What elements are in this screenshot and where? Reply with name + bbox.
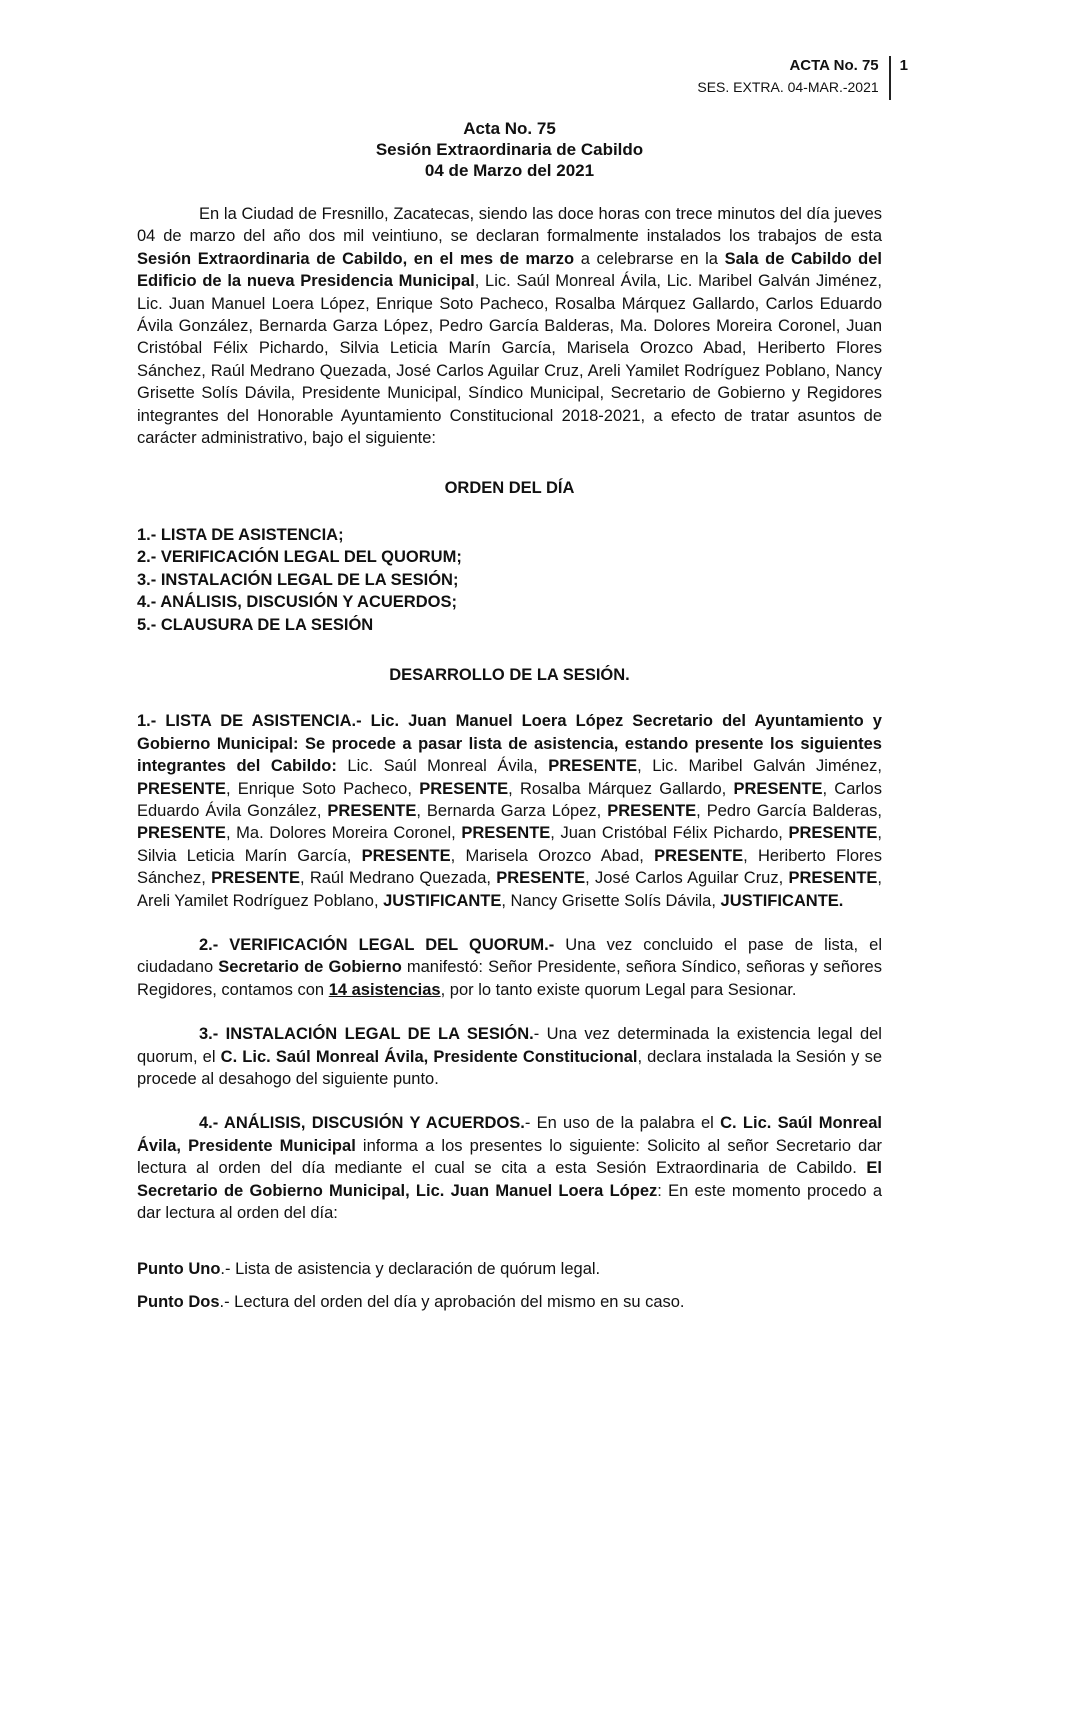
orden-del-dia-heading: ORDEN DEL DÍA <box>444 479 575 498</box>
header-labels <box>697 56 878 100</box>
lista-asistencia-paragraph-segment: PRESENTE <box>654 846 744 865</box>
lista-asistencia-paragraph-segment: , José Carlos Aguilar Cruz, <box>585 869 789 888</box>
instalacion-paragraph-segment: - Una vez determinada la existencia legal del quorum, el <box>137 1025 882 1066</box>
orden-list-item: 5.- CLAUSURA DE LA SESIÓN <box>137 615 374 634</box>
lista-asistencia-paragraph-segment: PRESENTE <box>548 757 638 776</box>
lista-asistencia-paragraph-segment: , Areli Yamilet Rodríguez Poblano, <box>137 869 882 910</box>
orden-list-item: 1.- LISTA DE ASISTENCIA; <box>137 525 344 544</box>
analisis-paragraph-segment: : En este momento procedo a dar lectura al orden del día: <box>137 1181 882 1223</box>
punto-uno-paragraph-segment: .- Lista de asistencia y declaración de quórum legal. <box>220 1260 601 1279</box>
lista-asistencia-paragraph-segment: , Pedro García Balderas, <box>696 801 882 820</box>
analisis-paragraph-segment: C. Lic. Saúl Monreal Ávila, Presidente Municipal <box>137 1114 882 1155</box>
lista-asistencia-paragraph-segment: PRESENTE <box>607 801 697 820</box>
title-line-date: 04 de Marzo del 2021 <box>424 161 595 180</box>
header-divider <box>889 56 891 100</box>
lista-asistencia-paragraph-segment: PRESENTE <box>461 824 551 843</box>
punto-dos-paragraph-segment: .- Lectura del orden del día y aprobación del mismo en su caso. <box>219 1292 685 1311</box>
lista-asistencia-paragraph-segment: , Rosalba Márquez Gallardo, <box>508 779 734 798</box>
lista-asistencia-paragraph-segment: , Juan Cristóbal Félix Pichardo, <box>550 824 789 843</box>
lista-asistencia-paragraph-segment: PRESENTE <box>788 869 878 888</box>
orden-del-dia-list <box>137 524 882 636</box>
lista-asistencia-paragraph-segment: , Ma. Dolores Moreira Coronel, <box>225 824 462 843</box>
orden-list-item: 4.- ANÁLISIS, DISCUSIÓN Y ACUERDOS; <box>137 593 457 612</box>
lista-asistencia-paragraph-segment: Lic. Saúl Monreal Ávila, <box>347 757 549 776</box>
opening-paragraph <box>137 203 882 449</box>
instalacion-paragraph-segment: C. Lic. Saúl Monreal Ávila, Presidente Constitucional <box>220 1047 638 1066</box>
lista-asistencia-paragraph-segment: , Enrique Soto Pacheco, <box>225 779 420 798</box>
desarrollo-heading: DESARROLLO DE LA SESIÓN. <box>389 665 630 684</box>
header-acta-label: ACTA No. 75 <box>789 57 879 74</box>
lista-asistencia-paragraph-segment: , Silvia Leticia Marín García, <box>137 824 882 865</box>
page-number: 1 <box>899 57 908 74</box>
analisis-paragraph <box>137 1112 882 1224</box>
verificacion-quorum-paragraph-segment: Una vez concluido el pase de lista, el ciudadano <box>137 935 882 977</box>
punto-dos-paragraph <box>137 1291 882 1313</box>
verificacion-quorum-paragraph-segment: manifestó: Señor Presidente, señora Síndico, señoras y señores Regidores, contamos con <box>137 958 882 999</box>
instalacion-paragraph <box>137 1023 882 1090</box>
verificacion-quorum-paragraph-segment: 14 asistencias <box>328 980 441 999</box>
lista-asistencia-paragraph-segment: , Carlos Eduardo Ávila González, <box>137 779 882 820</box>
verificacion-quorum-paragraph-segment: Secretario de Gobierno <box>218 958 402 977</box>
lista-asistencia-paragraph-segment: PRESENTE <box>361 846 451 865</box>
punto-uno-paragraph <box>137 1258 882 1280</box>
lista-asistencia-paragraph-segment: , Lic. Maribel Galván Jiménez, <box>637 757 882 776</box>
lista-asistencia-paragraph-segment: PRESENTE <box>137 779 226 798</box>
opening-paragraph-segment: a celebrarse en la <box>574 249 725 268</box>
analisis-paragraph-segment: - En uso de la palabra el <box>524 1114 721 1133</box>
lista-asistencia-paragraph-segment: , Bernarda Garza López, <box>416 801 608 820</box>
lista-asistencia-paragraph <box>137 710 882 912</box>
lista-asistencia-paragraph-segment: , Raúl Medrano Quezada, <box>300 869 497 888</box>
lista-asistencia-paragraph-segment: JUSTIFICANTE. <box>720 891 844 910</box>
opening-paragraph-segment: Sesión Extraordinaria de Cabildo, en el mes de marzo <box>137 249 575 268</box>
lista-asistencia-paragraph-segment: PRESENTE <box>211 869 300 888</box>
orden-list-item: 2.- VERIFICACIÓN LEGAL DEL QUORUM; <box>137 548 462 567</box>
verificacion-quorum-paragraph-segment: , por lo tanto existe quorum Legal para Sesionar. <box>440 980 797 999</box>
title-line-acta: Acta No. 75 <box>463 119 556 138</box>
lista-asistencia-paragraph-segment: 1.- LISTA DE ASISTENCIA.- Lic. Juan Manuel Loera López Secretario del Ayuntamiento y Gobierno Municipal: Se procede a pasar lista de asistencia, estando presente los siguientes integrantes del Cabildo: <box>137 712 882 776</box>
lista-asistencia-paragraph-segment: , Marisela Orozco Abad, <box>450 846 655 865</box>
lista-asistencia-paragraph-segment: PRESENTE <box>496 869 586 888</box>
opening-paragraph-segment: , Lic. Saúl Monreal Ávila, Lic. Maribel Galván Jiménez, Lic. Juan Manuel Loera López, Enrique Soto Pacheco, Rosalba Márquez Gallardo, Carlos Eduardo Ávila González, Bernarda Garza López, Pedro García Balderas, Ma. Dolores Moreira Coronel, Juan Cristóbal Félix Pichardo, Silvia Leticia Marín García, Marisela Orozco Abad, Heriberto Flores Sánchez, Raúl Medrano Quezada, José Carlos Aguilar Cruz, Areli Yamilet Rodríguez Poblano, Nancy Grisette Solís Dávila, Presidente Municipal, Síndico Municipal, Secretario de Gobierno y Regidores integrantes del Honorable Ayuntamiento Constitucional 2018-2021, a efecto de tratar asuntos de carácter administrativo, bajo el siguiente: <box>137 272 883 448</box>
verificacion-quorum-paragraph-segment: 2.- VERIFICACIÓN LEGAL DEL QUORUM.- <box>199 935 566 954</box>
document-title <box>137 118 882 181</box>
header-session-label: SES. EXTRA. 04-MAR.-2021 <box>697 79 879 95</box>
lista-asistencia-paragraph-segment: PRESENTE <box>419 779 509 798</box>
lista-asistencia-paragraph-segment: PRESENTE <box>788 824 878 843</box>
analisis-paragraph-segment: 4.- ANÁLISIS, DISCUSIÓN Y ACUERDOS. <box>199 1114 525 1133</box>
analisis-paragraph-segment: El Secretario de Gobierno Municipal, Lic. Juan Manuel Loera López <box>137 1159 882 1200</box>
instalacion-paragraph-segment: 3.- INSTALACIÓN LEGAL DE LA SESIÓN. <box>199 1025 534 1044</box>
lista-asistencia-paragraph-segment: PRESENTE <box>137 824 226 843</box>
lista-asistencia-paragraph-segment: , Heriberto Flores Sánchez, <box>137 846 882 888</box>
verificacion-quorum-paragraph <box>137 934 882 1001</box>
lista-asistencia-paragraph-segment: PRESENTE <box>327 801 417 820</box>
lista-asistencia-paragraph-segment: , Nancy Grisette Solís Dávila, <box>501 891 721 910</box>
lista-asistencia-paragraph-segment: PRESENTE <box>733 779 823 798</box>
punto-uno-paragraph-segment: Punto Uno <box>137 1260 221 1279</box>
punto-dos-paragraph-segment: Punto Dos <box>137 1292 220 1311</box>
page-header <box>697 56 908 100</box>
opening-paragraph-segment: Sala de Cabildo del Edificio de la nueva Presidencia Municipal <box>137 249 882 291</box>
opening-paragraph-segment: En la Ciudad de Fresnillo, Zacatecas, siendo las doce horas con trece minutos del día jueves 04 de marzo del año dos mil veintiuno, se declaran formalmente instalados los trabajos de esta <box>137 205 882 246</box>
lista-asistencia-paragraph-segment: JUSTIFICANTE <box>383 891 502 910</box>
title-line-session: Sesión Extraordinaria de Cabildo <box>375 140 644 159</box>
orden-list-item: 3.- INSTALACIÓN LEGAL DE LA SESIÓN; <box>137 570 459 589</box>
document-body <box>137 203 882 1313</box>
analisis-paragraph-segment: informa a los presentes lo siguiente: Solicito al señor Secretario dar lectura al orden del día mediante el cual se cita a esta Sesión Extraordinaria de Cabildo. <box>137 1136 882 1178</box>
instalacion-paragraph-segment: , declara instalada la Sesión y se procede al desahogo del siguiente punto. <box>137 1047 882 1088</box>
